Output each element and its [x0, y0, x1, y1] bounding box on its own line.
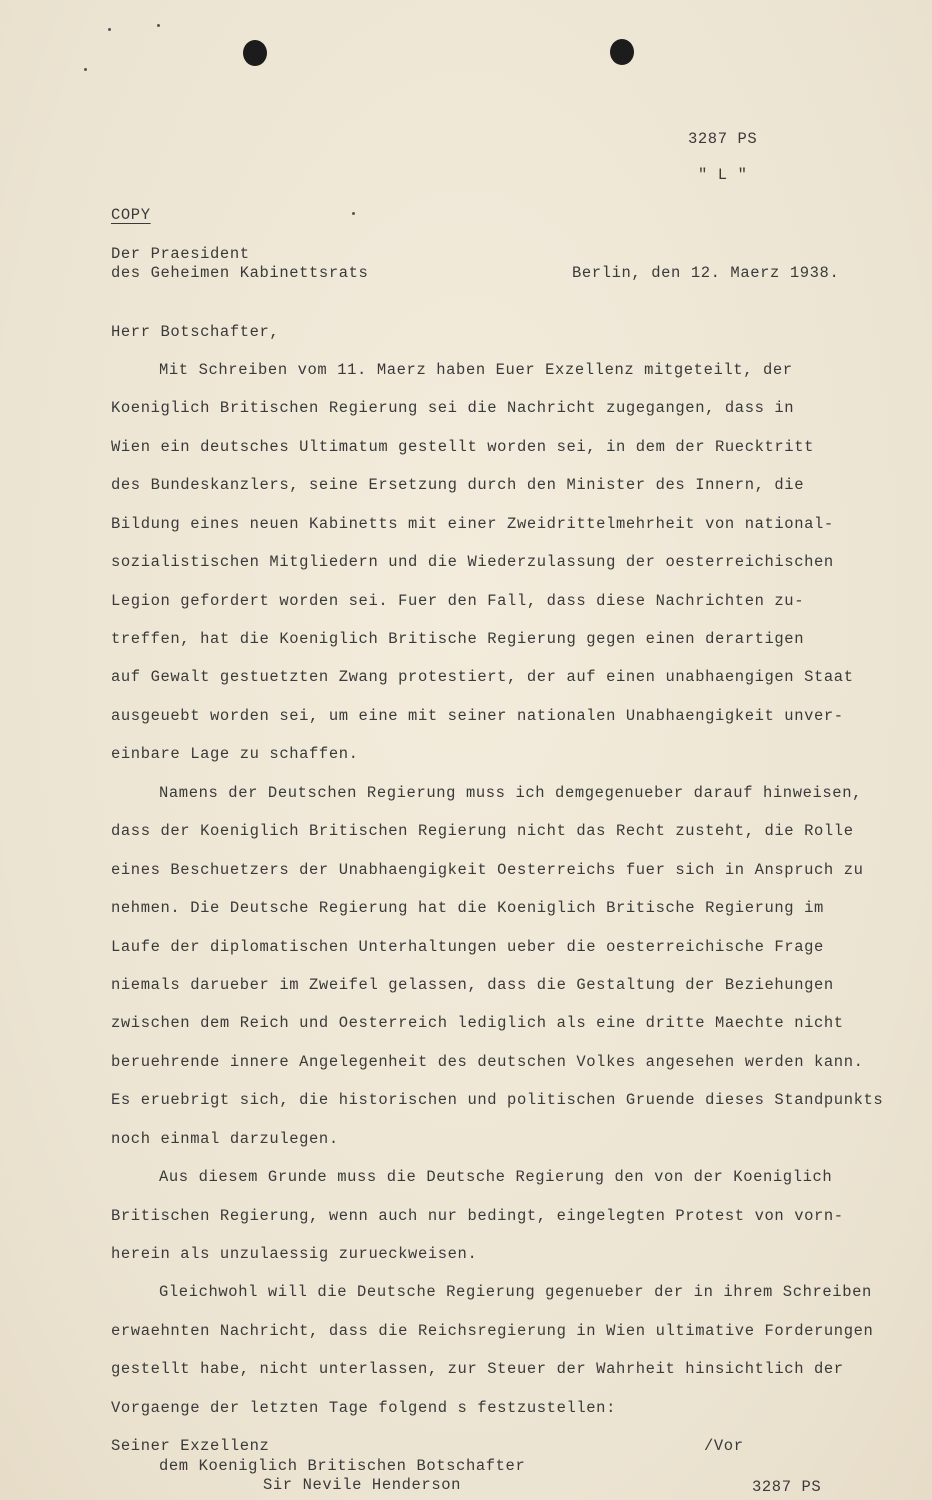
sender-line-2: des Geheimen Kabinettsrats — [111, 264, 369, 282]
copy-mark: COPY — [111, 206, 151, 224]
continuation-mark: /Vor — [704, 1437, 744, 1455]
paper-speck — [352, 212, 355, 215]
paper-speck — [84, 68, 87, 71]
dateline: Berlin, den 12. Maerz 1938. — [572, 264, 840, 282]
addressee-line-1: Seiner Exzellenz — [111, 1437, 270, 1455]
document-number: 3287 PS — [688, 130, 758, 148]
body-line: dass der Koeniglich Britischen Regierung nicht das Recht zusteht, die Rolle — [111, 822, 854, 840]
body-line: eines Beschuetzers der Unabhaengigkeit Oesterreichs fuer sich in Anspruch zu — [111, 861, 864, 879]
body-line: Gleichwohl will die Deutsche Regierung gegenueber der in ihrem Schreiben — [159, 1283, 872, 1301]
body-line: Koeniglich Britischen Regierung sei die Nachricht zugegangen, dass in — [111, 399, 795, 417]
body-line: auf Gewalt gestuetzten Zwang protestiert, der auf einen unabhaengigen Staat — [111, 668, 854, 686]
body-line: Legion gefordert worden sei. Fuer den Fall, dass diese Nachrichten zu- — [111, 592, 805, 610]
body-line: zwischen dem Reich und Oesterreich lediglich als eine dritte Maechte nicht — [111, 1014, 844, 1032]
body-line: Es eruebrigt sich, die historischen und politischen Gruende dieses Standpunkts — [111, 1091, 884, 1109]
punch-hole-left — [243, 40, 267, 66]
body-line: Vorgaenge der letzten Tage folgend s festzustellen: — [111, 1399, 616, 1417]
addressee-line-3: Sir Nevile Henderson — [263, 1476, 462, 1494]
body-line: Bildung eines neuen Kabinetts mit einer Zweidrittelmehrheit von national- — [111, 515, 834, 533]
body-line: treffen, hat die Koeniglich Britische Regierung gegen einen derartigen — [111, 630, 805, 648]
body-line: Namens der Deutschen Regierung muss ich demgegenueber darauf hinweisen, — [159, 784, 863, 802]
body-line: Mit Schreiben vom 11. Maerz haben Euer Exzellenz mitgeteilt, der — [159, 361, 793, 379]
body-line: sozialistischen Mitgliedern und die Wiederzulassung der oesterreichischen — [111, 553, 834, 571]
punch-hole-right — [610, 39, 634, 65]
paper-speck — [157, 24, 160, 27]
body-line: Aus diesem Grunde muss die Deutsche Regierung den von der Koeniglich — [159, 1168, 833, 1186]
document-letter: " L " — [698, 166, 748, 184]
body-line: nehmen. Die Deutsche Regierung hat die Koeniglich Britische Regierung im — [111, 899, 824, 917]
footer-document-number: 3287 PS — [752, 1478, 822, 1496]
body-line: gestellt habe, nicht unterlassen, zur Steuer der Wahrheit hinsichtlich der — [111, 1360, 844, 1378]
body-line: ausgeuebt worden sei, um eine mit seiner nationalen Unabhaengigkeit unver- — [111, 707, 844, 725]
body-line: beruehrende innere Angelegenheit des deutschen Volkes angesehen werden kann. — [111, 1053, 864, 1071]
body-line: Wien ein deutsches Ultimatum gestellt worden sei, in dem der Ruecktritt — [111, 438, 815, 456]
body-line: Britischen Regierung, wenn auch nur bedingt, eingelegten Protest von vorn- — [111, 1207, 844, 1225]
body-line: des Bundeskanzlers, seine Ersetzung durch den Minister des Innern, die — [111, 476, 805, 494]
body-line: einbare Lage zu schaffen. — [111, 745, 359, 763]
body-line: erwaehnten Nachricht, dass die Reichsregierung in Wien ultimative Forderungen — [111, 1322, 874, 1340]
salutation: Herr Botschafter, — [111, 323, 280, 341]
body-line: niemals darueber im Zweifel gelassen, dass die Gestaltung der Beziehungen — [111, 976, 834, 994]
body-line: herein als unzulaessig zurueckweisen. — [111, 1245, 478, 1263]
sender-line-1: Der Praesident — [111, 245, 250, 263]
addressee-line-2: dem Koeniglich Britischen Botschafter — [159, 1457, 526, 1475]
body-line: noch einmal darzulegen. — [111, 1130, 339, 1148]
paper-speck — [108, 28, 111, 31]
body-line: Laufe der diplomatischen Unterhaltungen ueber die oesterreichische Frage — [111, 938, 824, 956]
